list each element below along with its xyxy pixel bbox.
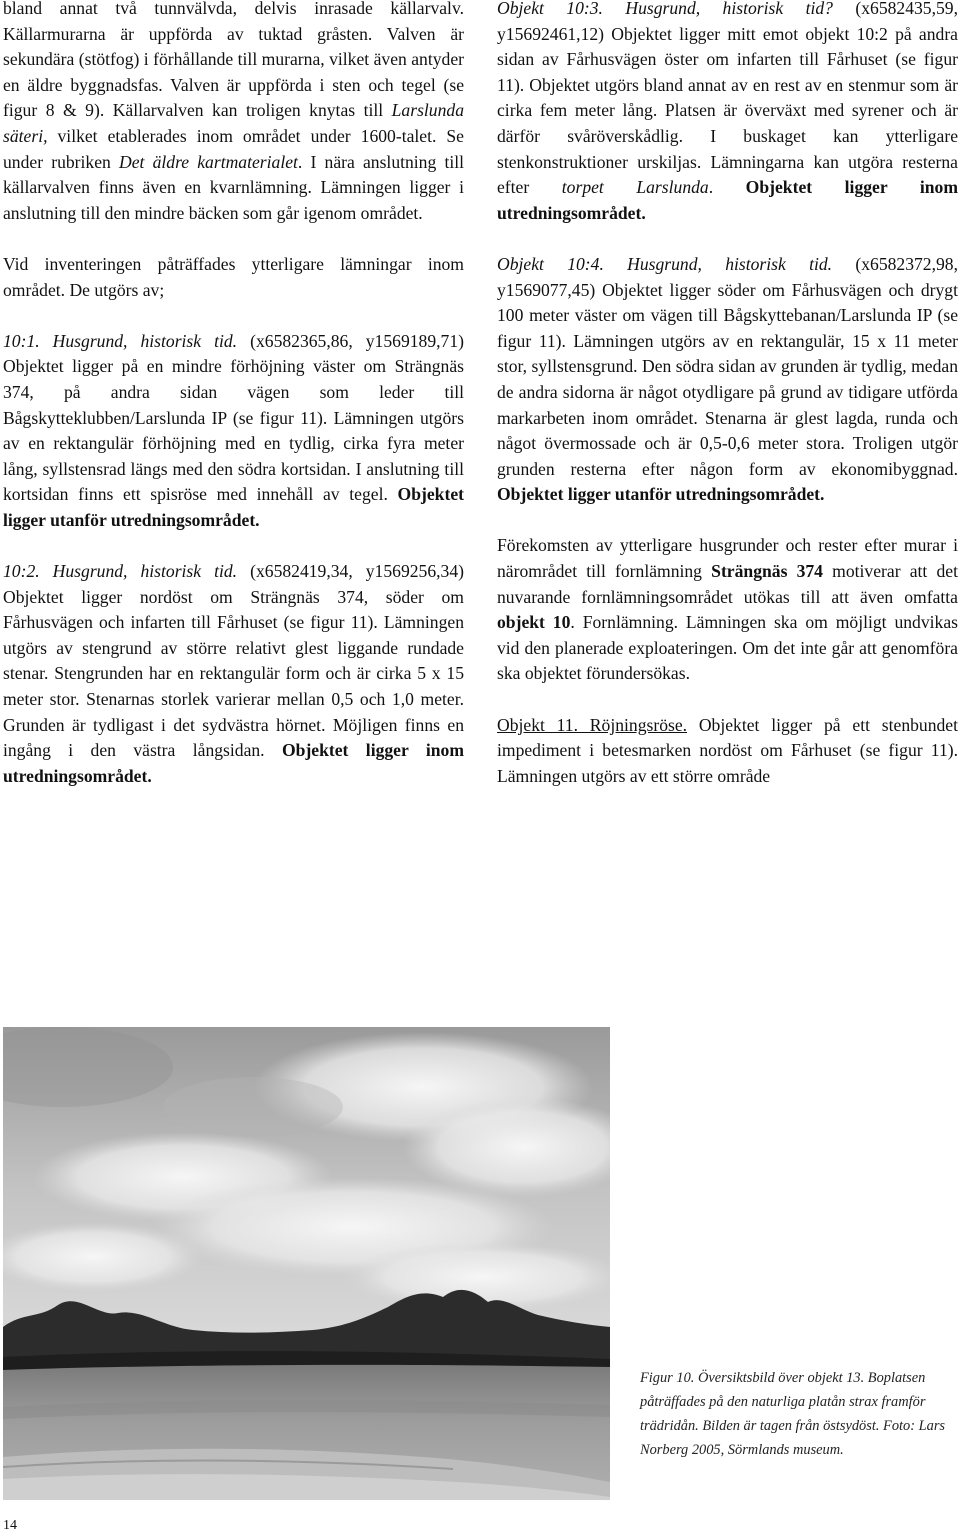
object-heading: Objekt 10:3. Husgrund, historisk tid? (497, 0, 833, 18)
text-run: . (708, 177, 746, 198)
paragraph-object-10-1 (3, 329, 464, 534)
text-run-bold: objekt 10 (497, 612, 571, 633)
text-run-italic: Det äldre kartmaterialet (119, 151, 298, 172)
object-heading: Objekt 10:4. Husgrund, historisk tid. (497, 253, 833, 274)
text-run: Förekomsten av ytterligare husgrunder och rester efter murar i närområdet till fornlämning (497, 535, 958, 582)
page-number: 14 (3, 1518, 17, 1533)
paragraph-extension-motivation (497, 533, 958, 687)
paragraph-object-10-4 (497, 252, 958, 508)
text-run-bold: Objektet ligger utanför utredningsområdet. (497, 484, 825, 505)
text-run-bold: Objektet ligger inom utredningsområdet. (497, 177, 959, 223)
text-run: (x6582435,59, y15692461,12) Objektet ligger mitt emot objekt 10:2 på andra sidan av Fårhusvägen öster om infarten till Fårhuset (se figur 11). Objektet utgörs bland annat av en rest av en stenmur som är cirka fem meter lång. Platsen är överväxt med syrener och är därför svåröverskådlig. I buskaget kan ytterligare stenkonstruktioner urskiljas. Lämningarna kan utgöra resterna efter (497, 0, 958, 198)
text-run-italic: Larslunda säteri, (3, 100, 464, 146)
landscape-photo-illustration (3, 1027, 610, 1500)
text-run: bland annat två tunnvälvda, delvis inrasade källarvalv. Källarmurarna är uppförda av tuktad gråsten. Valven är sekundära (stötfog) i förhållande till murarna, vilket även antyder en äldre byggnadsfas. Valven är uppförda i sten och tegel (se figur 8 & 9). Källarvalven kan troligen knytas till (3, 0, 464, 121)
paragraph-inventory-intro: Vid inventeringen påträffades ytterligare lämningar inom området. De utgörs av; (3, 253, 464, 300)
landscape-photo (3, 1027, 610, 1500)
object-heading: Objekt 11. Röjningsröse. (497, 714, 688, 735)
right-text-column (497, 0, 958, 789)
text-run: vilket etablerades inom området under 1600-talet. Se under rubriken (3, 125, 464, 172)
paragraph-cellar-vaults (3, 0, 464, 226)
text-run: (x6582372,98, y1569077,45) Objektet ligger söder om Fårhusvägen och drygt 100 meter väster om vägen till Bågskyttebanan/Larslunda IP (se figur 11). Lämningen utgörs av en rektangulär, 15 x 11 meter stor, syllstensgrund. Den södra sidan av grunden är tydlig, medan de andra sidorna är något otydligare på grund av tidigare utförda markarbeten inom området. Stenarna är glest lagda, runda och något övermossade och är 0,5-0,6 meter stora. Troligen utgör grunden resterna efter någon form av ekonomibyggnad. (497, 253, 958, 479)
paragraph-object-10-3 (497, 0, 958, 226)
text-run: . I nära anslutning till källarvalven finns även en kvarnlämning. Lämningen ligger i anslutning till den mindre bäcken som går igenom området. (3, 151, 465, 223)
text-run: (x6582419,34, y1569256,34) Objektet ligger nordöst om Strängnäs 374, söder om Fårhusvägen och infarten till Fårhuset (se figur 11). Lämningen utgörs av stengrund av större relativt glest liggande rundade stenar. Stengrunden har en rektangulär form och är cirka 5 x 15 meter stor. Stenarnas storlek varierar mellan 0,5 och 1,0 meter. Grunden är tydligast i det sydvästra hörnet. Möjligen finns en ingång i den västra långsidan. (3, 561, 464, 761)
paragraph-object-11 (497, 713, 958, 790)
left-text-column (3, 0, 464, 789)
clouds (3, 1027, 610, 1312)
text-run-bold: Strängnäs 374 (711, 561, 823, 582)
paragraph-object-10-2 (3, 559, 464, 789)
text-run-italic: torpet Larslunda (561, 177, 709, 198)
text-run-bold: Objektet ligger utanför utredningsområdet. (3, 484, 464, 530)
object-heading: 10:2. Husgrund, historisk tid. (3, 561, 238, 582)
text-run-bold: Objektet ligger inom utredningsområdet. (3, 740, 464, 786)
text-run: (x6582365,86, y1569189,71) Objektet ligger på en mindre förhöjning väster om Strängnäs 374, på andra sidan vägen som leder till Bågskytteklubben/Larslunda IP (se figur 11). Lämningen utgörs av en rektangulär förhöjning med en tydlig, cirka fyra meter lång, syllstensrad längs med den södra kortsidan. I anslutning till kortsidan finns ett spisröse med innehåll av tegel. (3, 330, 464, 505)
figure-caption: Figur 10. Översiktsbild över objekt 13. Boplatsen påträffades på den naturliga platån strax framför trädridån. Bilden är tagen från östsydöst. Foto: Lars Norberg 2005, Sörmlands museum. (640, 1370, 946, 1458)
text-run: motiverar att det nuvarande fornlämningsområdet utökas till att även omfatta (497, 561, 958, 607)
object-heading: 10:1. Husgrund, historisk tid. (3, 330, 238, 351)
text-run: Objektet ligger på ett stenbundet impediment i betesmarken nordöst om Fårhuset (se figur 11). Lämningen utgörs av ett större område (497, 714, 958, 786)
text-run: . Fornlämning. Lämningen ska om möjligt undvikas vid den planerade exploateringen. Om det inte går att genomföra ska objektet förundersökas. (497, 612, 958, 684)
